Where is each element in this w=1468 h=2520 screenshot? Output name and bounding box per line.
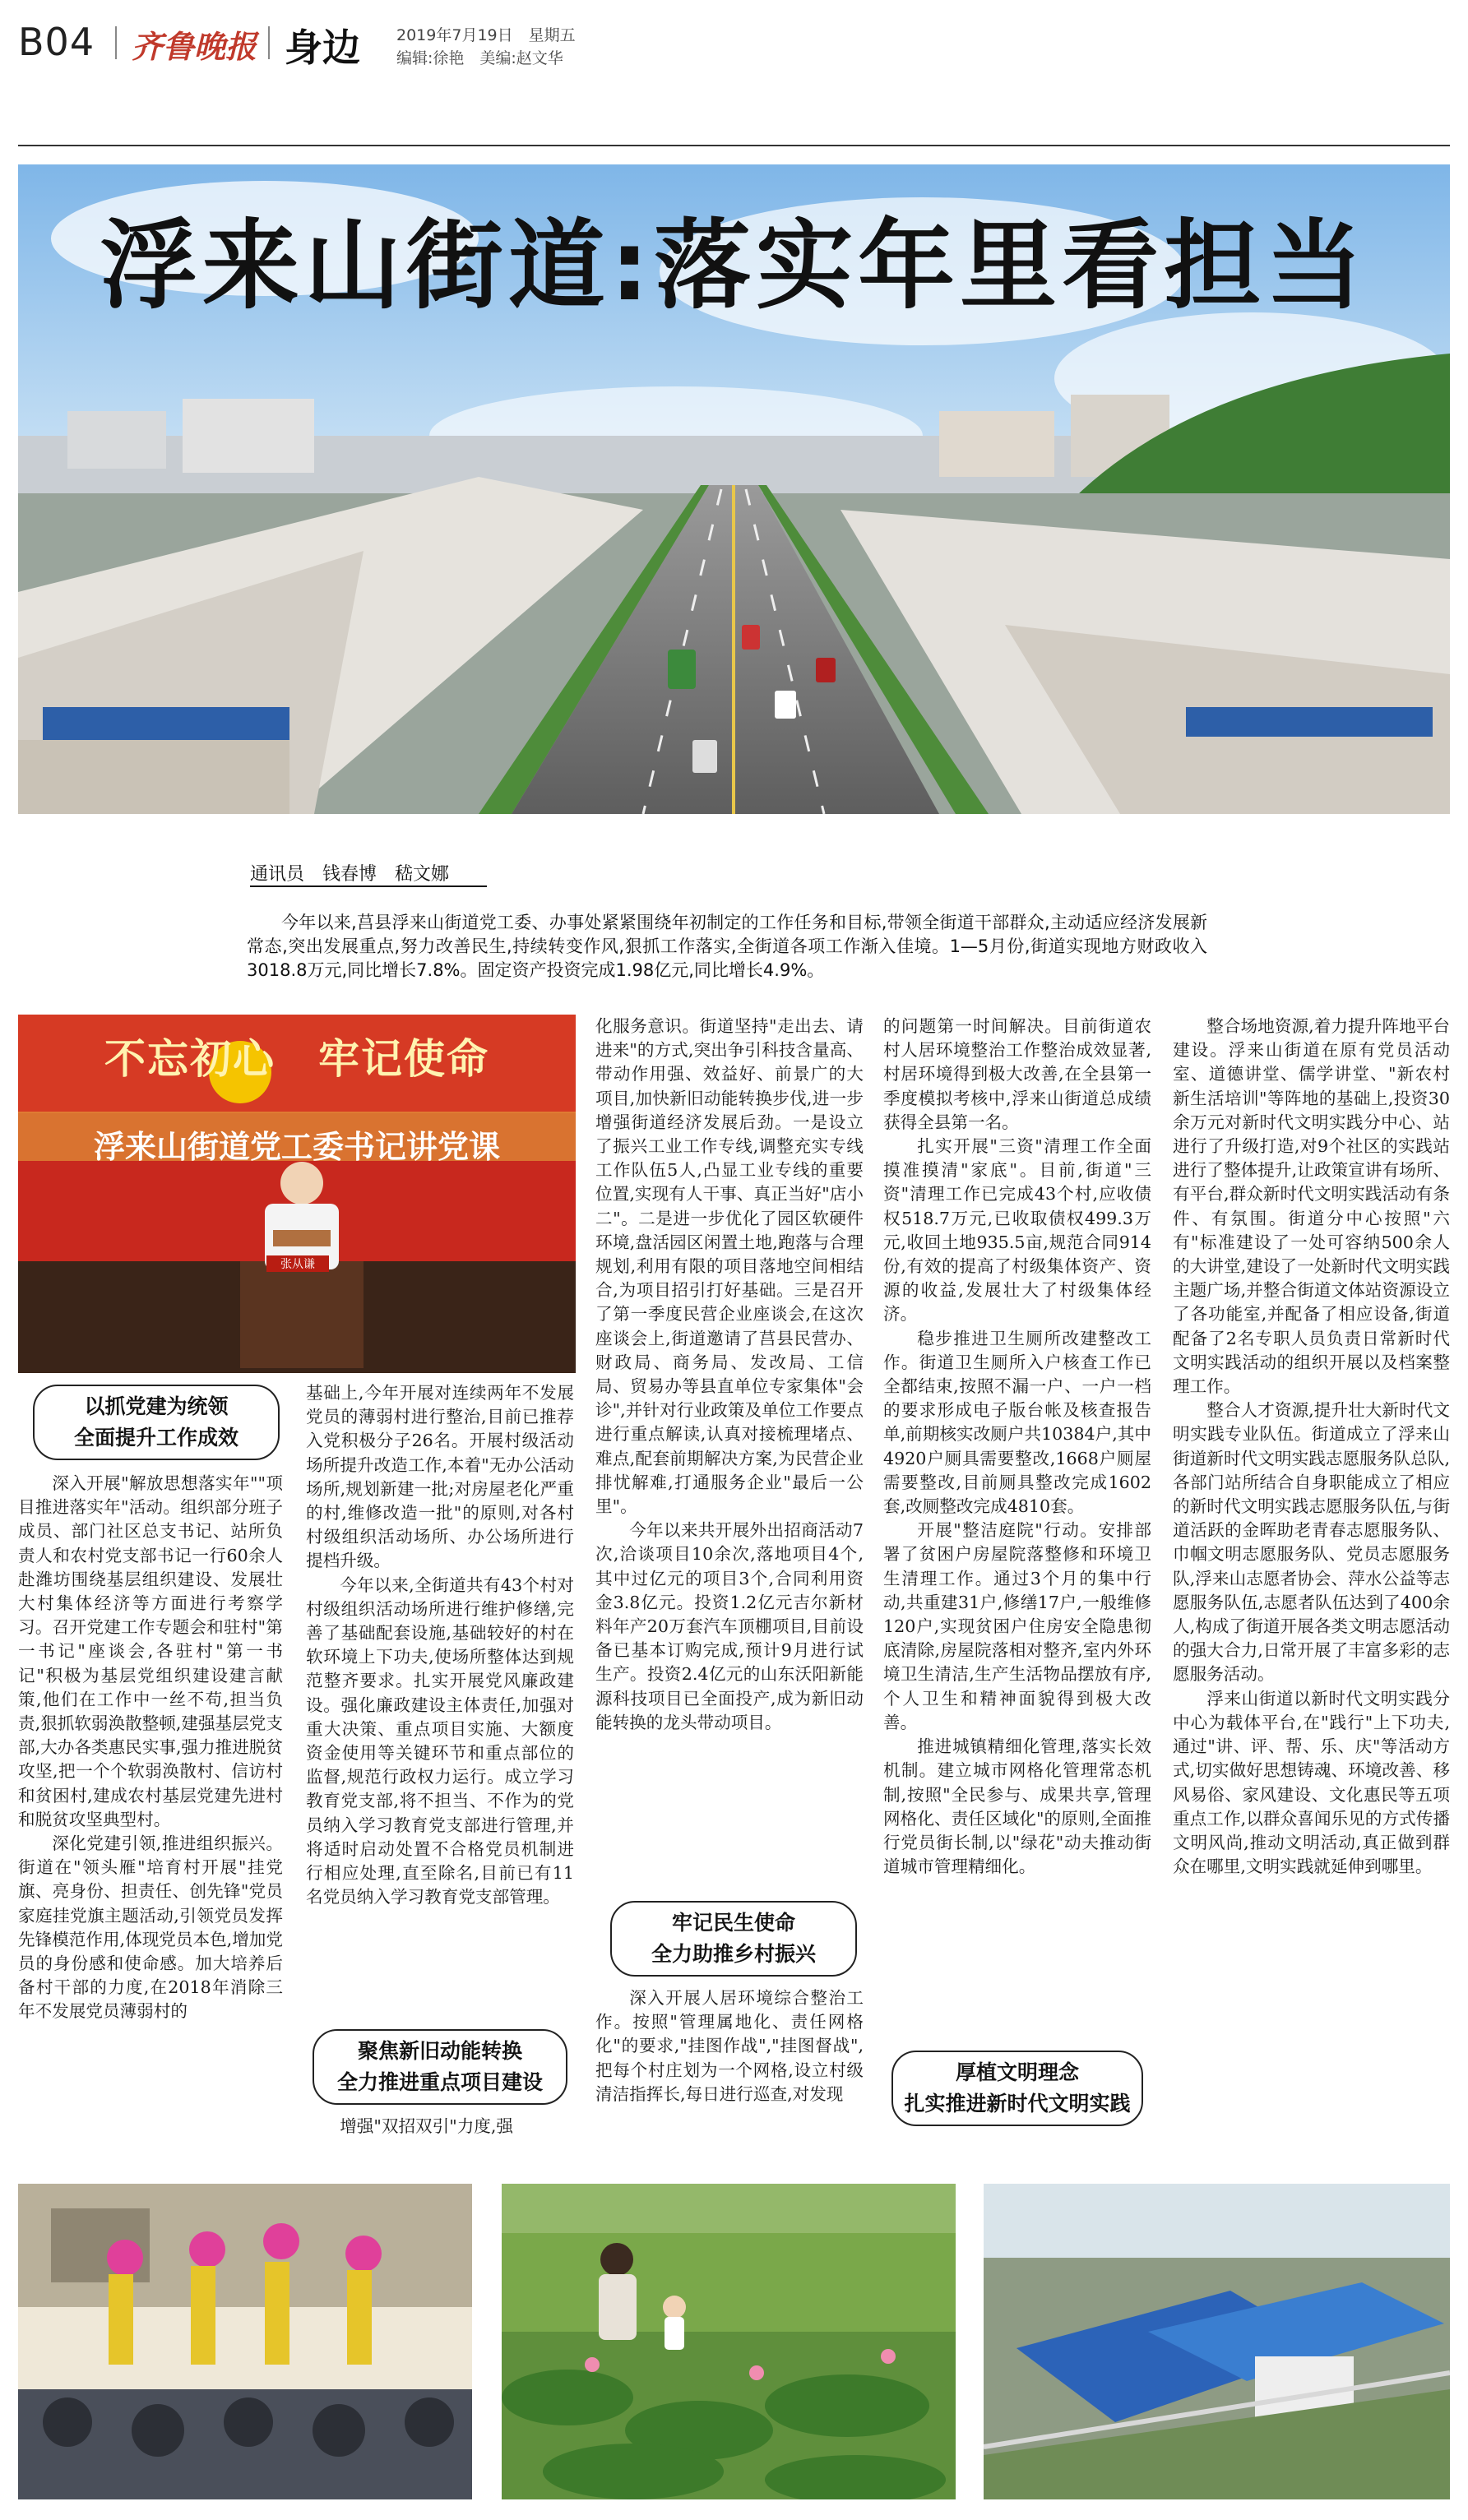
- masthead-rule: [18, 145, 1450, 146]
- subhead-line1: 以抓党建为统领: [84, 1394, 229, 1418]
- text-column-4: [883, 1015, 1151, 1879]
- text-column-3: [595, 1015, 864, 1735]
- banner-slogan: 不忘初心 牢记使命: [104, 1035, 489, 1083]
- paragraph: 整合人才资源,提升壮大新时代文明实践专业队伍。街道成立了浮来山街道新时代文明实践志愿服务队总队,各部门站所结合自身职能成立了相应的新时代文明实践志愿服务队伍,与街道活跃的金晖助老青春志愿服务队、巾帼文明志愿服务队、党员志愿服务队,浮来山志愿者协会、萍水公益等志愿服务队伍,志愿者队伍达到了400余人,构成了街道开展各类文明志愿活动的强大合力,日常开展了丰富多彩的志愿服务活动。: [1173, 1400, 1450, 1685]
- paragraph: 增强"双招双引"力度,强: [340, 2116, 514, 2136]
- subhead-new-drivers: [313, 2029, 567, 2105]
- subhead-livelihood: [610, 1901, 857, 1977]
- subhead-civilization: [891, 2051, 1143, 2126]
- subhead-line2: 全面提升工作成效: [73, 1426, 238, 1450]
- section-name: 身边: [285, 25, 360, 70]
- subhead-line1: 牢记民生使命: [671, 1911, 795, 1935]
- masthead-divider: [268, 26, 270, 59]
- text-column-2-tail: [306, 2115, 574, 2139]
- paragraph: 整合场地资源,着力提升阵地平台建设。浮来山街道在原有党员活动室、道德讲堂、儒学讲堂、"新农村新生活培训"等阵地的基础上,投资30余万元对新时代文明实践分中心、站进行了升级打造,对9个社区的实践站进行了整体提升,让政策宣讲有场所、有平台,群众新时代文明实践活动有条件、有氛围。街道分中心按照"六有"标准建设了一处可容纳500余人的大讲堂,建设了一处新时代文明实践主题广场,并整合街道文体站资源设立了各功能室,并配备了相应设备,街道配备了2名专职人员负责日常新时代文明实践活动的组织开展以及档案整理工作。: [1173, 1016, 1450, 1397]
- page-code: B04: [18, 20, 95, 64]
- paragraph: 今年以来共开展外出招商活动7次,洽谈项目10余次,落地项目4个,其中过亿元的项目3个,合同利用资金3.8亿元。投资1.2亿元吉尔新材料年产20万套汽车顶棚项目,目前设备已基本订购完成,预计9月进行试生产。投资2.4亿元的山东沃阳新能源科技项目已全面投产,成为新旧动能转换的龙头带动项目。: [595, 1520, 864, 1732]
- paragraph: 推进城镇精细化管理,落实长效机制。建立城市网格化管理常态机制,按照"全民参与、成果共享,管理网格化、责任区域化"的原则,全面推行党员街长制,以"绿花"动夫推动街道城市管理精细化。: [883, 1736, 1151, 1877]
- byline: 通讯员 钱春博 嵇文娜: [250, 864, 450, 885]
- paper-name: 齐鲁晚报: [132, 28, 257, 65]
- article-title: 浮来山街道:落实年里看担当: [100, 209, 1368, 322]
- paragraph: 基础上,今年开展对连续两年不发展党员的薄弱村进行整治,目前已推荐入党积极分子26名。开展村级活动场所提升改造工作,本着"无办公活动场所,规划新建一批;对房屋老化严重的村,维修改造一批"的原则,对各村村级组织活动场所、办公场所进行提档升级。: [306, 1383, 574, 1571]
- subhead-line2: 全力推进重点项目建设: [336, 2070, 543, 2094]
- editor-line: 编辑:徐艳 美编:赵文华: [396, 49, 563, 67]
- paragraph: 稳步推进卫生厕所改建整改工作。街道卫生厕所入户核查工作已全都结束,按照不漏一户、一户一档的要求形成电子版台帐及核查报告单,前期核实改厕户共10384户,其中4920户厕具需要整改,1668户厕屋需要整改,目前厕具整改完成1602套,改厕整改完成4810套。: [883, 1328, 1151, 1517]
- text-column-3-tail: [595, 1986, 864, 2106]
- paragraph: 今年以来,全街道共有43个村对村级组织活动场所进行维护修缮,完善了基础配套设施,基础较好的村在软环境上下功夫,使场所整体达到规范整齐要求。扎实开展党风廉政建设。强化廉政建设主体责任,加强对重大决策、重点项目实施、大额度资金使用等关键环节和重点部位的监督,规范行政权力运行。成立学习教育党支部,将不担当、不作为的党员纳入学习教育党支部进行管理,并将适时启动处置不合格党员机制进行相应处理,直至除名,目前已有11名党员纳入学习教育党支部管理。: [306, 1574, 574, 1907]
- text-column-5: [1173, 1015, 1450, 1879]
- folk-dance-photo: [18, 2184, 472, 2499]
- paragraph: 浮来山街道以新时代文明实践分中心为载体平台,在"践行"上下功夫,通过"讲、评、帮、乐、庆"等活动方式,切实做好思想铸魂、环境改善、移风易俗、家风建设、文化惠民等五项重点工作,以群众喜闻乐见的方式传播文明风尚,推动文明活动,真正做到群众在哪里,文明实践就延伸到哪里。: [1173, 1688, 1450, 1877]
- industrial-park-aerial-photo: [984, 2184, 1450, 2499]
- lead-paragraph: 今年以来,莒县浮来山街道党工委、办事处紧紧围绕年初制定的工作任务和目标,带领全街道干部群众,主动适应经济发展新常态,突出发展重点,努力改善民生,持续转变作风,狠抓工作落实,全街道各项工作渐入佳境。1—5月份,街道实现地方财政收入3018.8万元,同比增长7.8%。固定资产投资完成1.98亿元,同比增长4.9%。: [247, 913, 1207, 980]
- paragraph: 的问题第一时间解决。目前街道农村人居环境整治工作整治成效显著,村居环境得到极大改善,在全县第一季度模拟考核中,浮来山街道总成绩获得全县第一名。: [883, 1016, 1151, 1132]
- subhead-line2: 扎实推进新时代文明实践: [904, 2092, 1131, 2115]
- paragraph: 深入开展人居环境综合整治工作。按照"管理属地化、责任网格化"的要求,"挂图作战","挂图督战",把每个村庄划为一个网格,设立村级清洁指挥长,每日进行巡查,对发现: [595, 1988, 864, 2104]
- paragraph: 深化党建引领,推进组织振兴。街道在"领头雁"培育村开展"挂党旗、亮身份、担责任、创先锋"党员家庭挂党旗主题活动,引领党员发挥先锋模范作用,体现党员本色,增加党员的身份感和使命感。加大培养后备村干部的力度,在2018年消除三年不发展党员薄弱村的: [18, 1833, 283, 2022]
- banner-lecture-title: 浮来山街道党工委书记讲党课: [93, 1129, 500, 1165]
- paragraph: 开展"整洁庭院"行动。安排部署了贫困户房屋院落整修和环境卫生清理工作。通过3个月的集中行动,共重建31户,修缮17户,一般维修120户,实现贫困户住房安全隐患彻底清除,房屋院落相对整齐,室内外环境卫生清洁,生产生活物品摆放有序,个人卫生和精神面貌得到极大改善。: [883, 1520, 1151, 1732]
- text-column-2: [306, 1381, 574, 1909]
- subhead-line2: 全力助推乡村振兴: [651, 1942, 816, 1966]
- byline-rule: [250, 885, 487, 887]
- date-line: 2019年7月19日 星期五: [396, 26, 576, 44]
- text-column-1: [18, 1472, 283, 2024]
- subhead-line1: 厚植文明理念: [955, 2060, 1079, 2084]
- subhead-party-building: [33, 1385, 280, 1460]
- paragraph: 化服务意识。街道坚持"走出去、请进来"的方式,突出争引科技含量高、带动作用强、效益好、前景广的大项目,加快新旧动能转换步伐,进一步增强街道经济发展后劲。一是设立了振兴工业工作专线,调整充实专线工作队伍5人,凸显工业专线的重要位置,实现有人干事、真正当好"店小二"。二是进一步优化了园区软硬件环境,盘活园区闲置土地,跑落与合理规划,利用有限的项目落地空间相结合,为项目招引打好基础。三是召开了第一季度民营企业座谈会,在这次座谈会上,街道邀请了莒县民营办、财政局、商务局、发改局、工信局、贸易办等县直单位专家集体"会诊",并针对行业政策及单位工作要点进行重点解读,认真对接梳理堵点、难点,配套前期解决方案,为民营企业排忧解难,打通服务企业"最后一公里"。: [595, 1016, 864, 1517]
- lotus-pond-photo: [502, 2184, 956, 2499]
- paragraph: 扎实开展"三资"清理工作全面摸准摸清"家底"。目前,街道"三资"清理工作已完成43个村,应收债权518.7万元,已收取债权499.3万元,收回土地935.5亩,规范合同914份,有效的提高了村级集体资产、资源的收益,发展壮大了村级集体经济。: [883, 1136, 1151, 1325]
- speaker-nameplate: 张从谦: [266, 1255, 329, 1272]
- subhead-line1: 聚焦新旧动能转换: [357, 2039, 522, 2063]
- paragraph: 深入开展"解放思想落实年""项目推进落实年"活动。组织部分班子成员、部门社区总支书记、站所负责人和农村党支部书记一行60余人赴潍坊围绕基层组织建设、发展壮大村集体经济等方面进行考察学习。召开党建工作专题会和驻村"第一书记"座谈会,各驻村"第一书记"积极为基层党组织建设建言献策,他们在工作中一丝不苟,担当负责,狠抓软弱涣散整顿,建强基层党支部,大办各类惠民实事,强力推进脱贫攻坚,把一个个软弱涣散村、信访村和贫困村,建成农村基层党建先进村和脱贫攻坚典型村。: [18, 1473, 283, 1829]
- masthead-divider: [115, 26, 117, 59]
